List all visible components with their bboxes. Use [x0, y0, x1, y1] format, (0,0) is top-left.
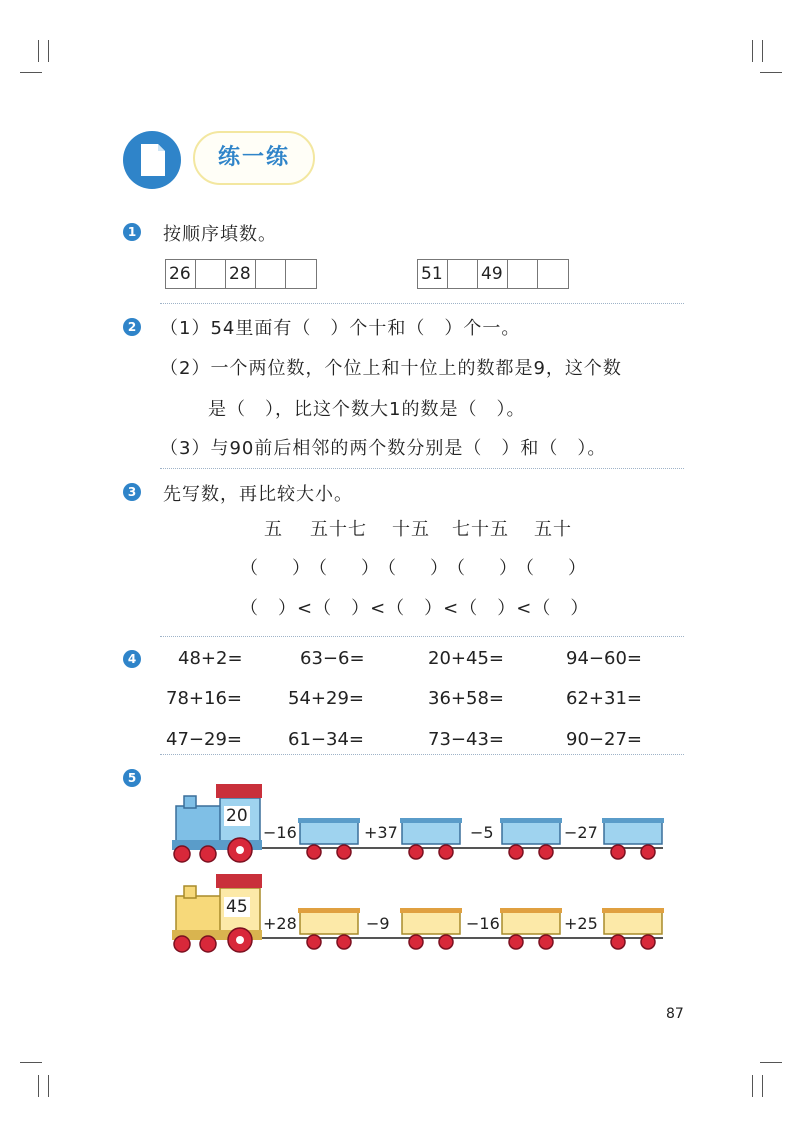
- calc-item: 94−60=: [566, 648, 642, 669]
- calc-item: 90−27=: [566, 729, 642, 750]
- crop-mark: [48, 1075, 49, 1097]
- q1-b-cell-5[interactable]: [538, 260, 568, 288]
- calc-item: 54+29=: [288, 688, 364, 709]
- q1-b-cell-4[interactable]: [508, 260, 538, 288]
- q1-a-cell-2[interactable]: [196, 260, 226, 288]
- crop-mark: [20, 1062, 42, 1063]
- page-number: 87: [666, 1006, 684, 1022]
- crop-mark: [20, 72, 42, 73]
- wagon: [298, 908, 360, 949]
- divider: [160, 754, 684, 755]
- train1-op-4: −27: [564, 823, 598, 842]
- calc-item: 20+45=: [428, 648, 504, 669]
- crop-mark: [762, 40, 763, 62]
- q1-b-cell-1: 51: [418, 260, 448, 288]
- section-icon: [122, 130, 182, 190]
- calc-item: 36+58=: [428, 688, 504, 709]
- divider: [160, 468, 684, 469]
- train2-op-4: +25: [564, 914, 598, 933]
- q2-part1: （1）54里面有（ ）个十和（ ）个一。: [160, 318, 521, 339]
- train2-op-1: +28: [263, 914, 297, 933]
- q1-b-cell-3: 49: [478, 260, 508, 288]
- wagon: [602, 818, 664, 859]
- q1-a-cell-4[interactable]: [256, 260, 286, 288]
- q3-word-4: 七十五: [452, 519, 509, 540]
- q3-blanks: （ ）（ ）（ ）（ ）（ ）: [240, 558, 594, 579]
- crop-mark: [762, 1075, 763, 1097]
- q2-part2-line1: （2）一个两位数，个位上和十位上的数都是9，这个数: [160, 358, 622, 379]
- question-number: 4: [123, 650, 141, 668]
- q3-word-3: 十五: [392, 519, 430, 540]
- divider: [160, 303, 684, 304]
- train1-start-number: 20: [226, 806, 248, 826]
- wagon: [400, 908, 462, 949]
- section-title-badge: [193, 131, 315, 185]
- q3-instruction: 先写数，再比较大小。: [163, 484, 353, 505]
- wagon: [500, 908, 562, 949]
- question-number: 2: [123, 318, 141, 336]
- q3-compare: （ ）<（ ）<（ ）<（ ）<（ ）: [240, 598, 590, 619]
- train2-op-2: −9: [366, 914, 390, 933]
- q2-part2-line2: 是（ ），比这个数大1的数是（ ）。: [208, 399, 526, 420]
- crop-mark: [752, 40, 753, 62]
- crop-mark: [760, 72, 782, 73]
- question-number: 5: [123, 769, 141, 787]
- q1-a-cell-1: 26: [166, 260, 196, 288]
- train1-op-1: −16: [263, 823, 297, 842]
- q3-word-1: 五: [264, 519, 283, 540]
- question-number: 3: [123, 483, 141, 501]
- calc-item: 61−34=: [288, 729, 364, 750]
- q3-word-5: 五十: [534, 519, 572, 540]
- q1-instruction: 按顺序填数。: [163, 224, 277, 245]
- calc-item: 62+31=: [566, 688, 642, 709]
- q1-box-row-a: [165, 259, 317, 289]
- wagon: [298, 818, 360, 859]
- q1-box-row-b: [417, 259, 569, 289]
- train1-op-3: −5: [470, 823, 494, 842]
- q1-a-cell-3: 28: [226, 260, 256, 288]
- crop-mark: [38, 40, 39, 62]
- wagon: [400, 818, 462, 859]
- train2-start-number: 45: [226, 897, 248, 917]
- question-number: 1: [123, 223, 141, 241]
- crop-mark: [48, 40, 49, 62]
- crop-mark: [760, 1062, 782, 1063]
- calc-item: 47−29=: [166, 729, 242, 750]
- train1-op-2: +37: [364, 823, 398, 842]
- wagon: [500, 818, 562, 859]
- divider: [160, 636, 684, 637]
- crop-mark: [752, 1075, 753, 1097]
- train2-op-3: −16: [466, 914, 500, 933]
- calc-item: 73−43=: [428, 729, 504, 750]
- q2-part3: （3）与90前后相邻的两个数分别是（ ）和（ ）。: [160, 438, 607, 459]
- calc-item: 63−6=: [300, 648, 365, 669]
- wagon: [602, 908, 664, 949]
- q3-word-2: 五十七: [310, 519, 367, 540]
- page-title: 练一练: [217, 145, 290, 170]
- document-icon: [122, 130, 182, 190]
- crop-mark: [38, 1075, 39, 1097]
- calc-item: 48+2=: [178, 648, 243, 669]
- calc-item: 78+16=: [166, 688, 242, 709]
- q1-b-cell-2[interactable]: [448, 260, 478, 288]
- q1-a-cell-5[interactable]: [286, 260, 316, 288]
